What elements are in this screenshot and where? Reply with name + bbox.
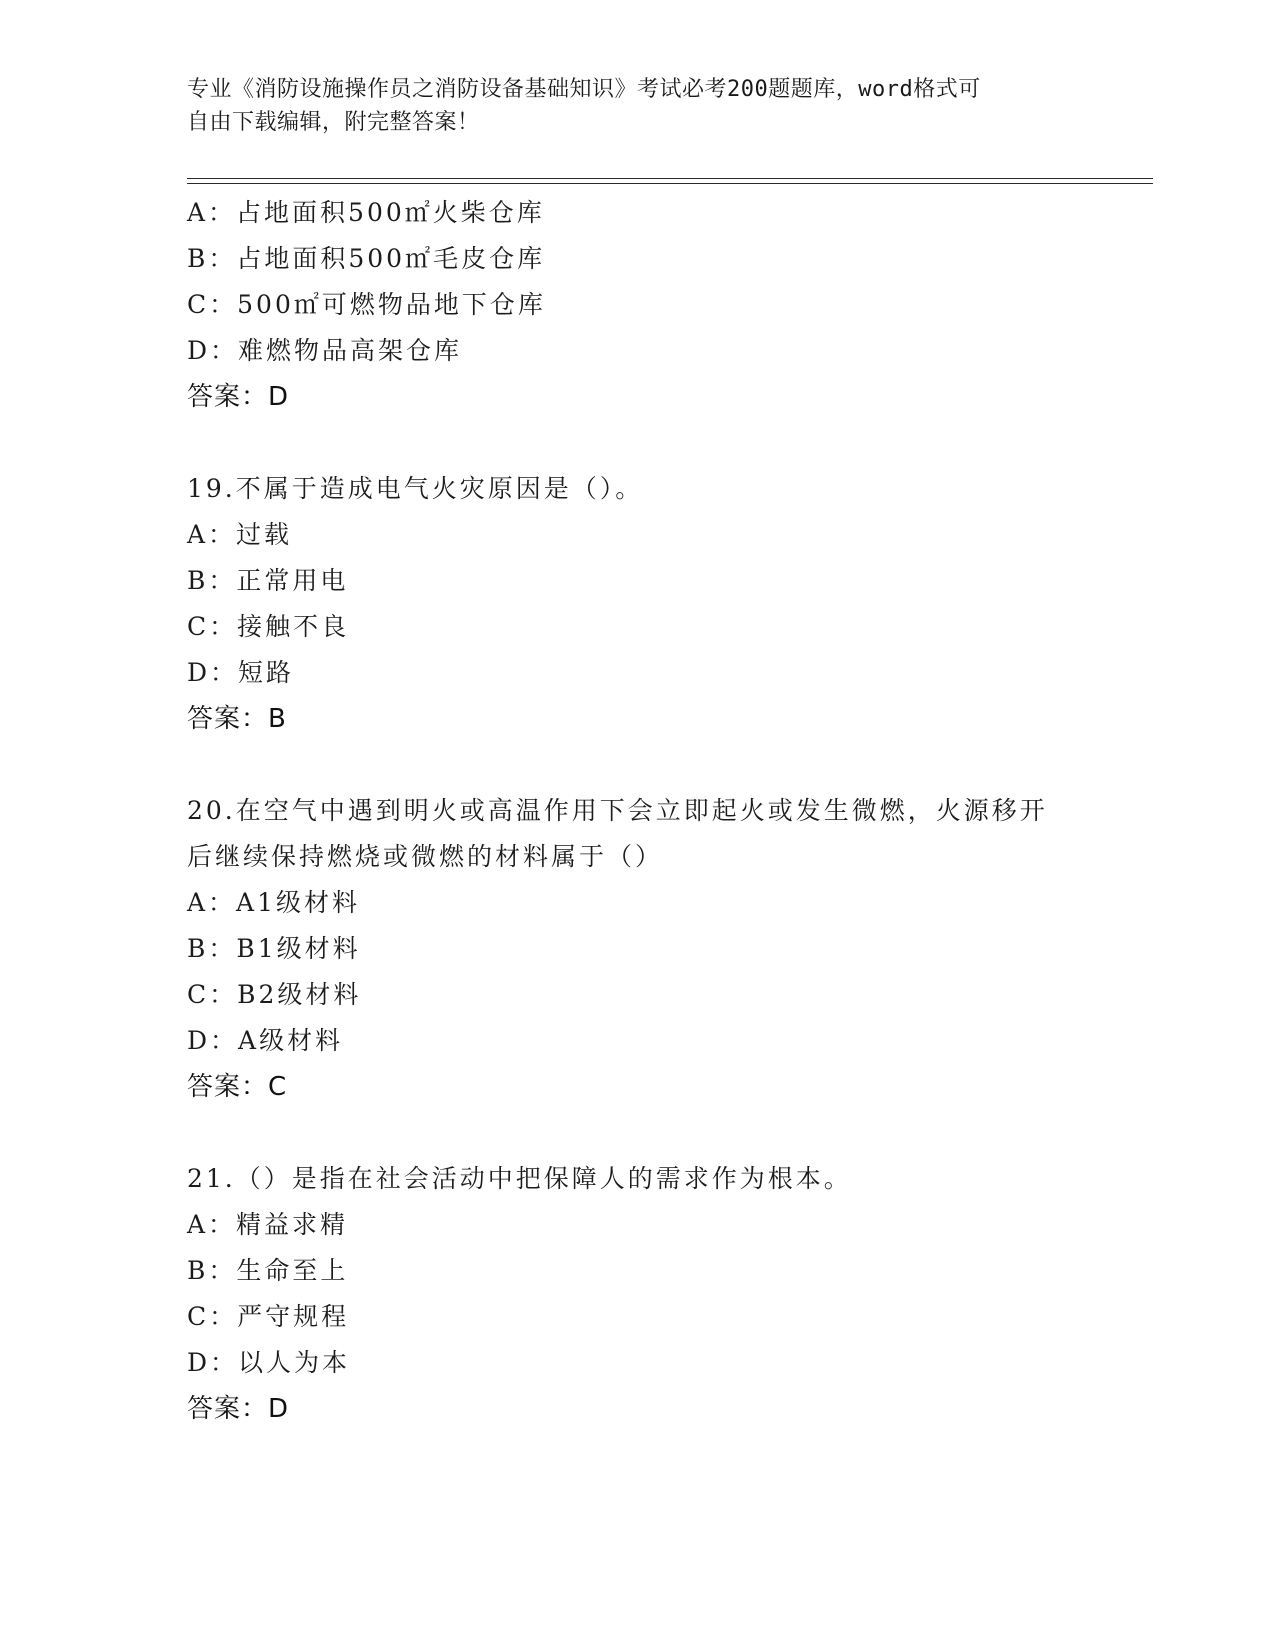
option-a: A：A1级材料 xyxy=(187,888,361,917)
spacer xyxy=(187,420,1087,466)
answer-line: 答案：B xyxy=(187,704,287,734)
option-c: C：B2级材料 xyxy=(187,980,362,1009)
question-stem: 21.（）是指在社会活动中把保障人的需求作为根本。 xyxy=(187,1164,852,1193)
header-divider-top xyxy=(187,178,1153,179)
spacer xyxy=(187,742,1087,788)
answer-line: 答案：C xyxy=(187,1072,288,1102)
option-d: D：难燃物品高架仓库 xyxy=(187,336,463,365)
header-line-2: 自由下载编辑，附完整答案！ xyxy=(187,110,480,135)
option-a: A：精益求精 xyxy=(187,1210,349,1239)
option-d: D：以人为本 xyxy=(187,1348,351,1377)
header-line-1: 专业《消防设施操作员之消防设备基础知识》考试必考200题题库，word格式可 xyxy=(187,77,981,102)
option-a: A：过载 xyxy=(187,520,293,549)
question-stem: 19.不属于造成电气火灾原因是（）。 xyxy=(187,474,644,503)
question-stem-continued: 后继续保持燃烧或微燃的材料属于（） xyxy=(187,842,664,871)
question-stem: 20.在空气中遇到明火或高温作用下会立即起火或发生微燃，火源移开 xyxy=(187,796,1048,825)
option-b: B：占地面积500㎡毛皮仓库 xyxy=(187,244,546,273)
question-18-continued xyxy=(187,190,1087,420)
option-d: D：短路 xyxy=(187,658,295,687)
question-19 xyxy=(187,466,1087,742)
option-b: B：B1级材料 xyxy=(187,934,361,963)
option-d: D：A级材料 xyxy=(187,1026,344,1055)
question-21 xyxy=(187,1156,1087,1432)
question-list xyxy=(187,190,1087,1432)
option-b: B：生命至上 xyxy=(187,1256,349,1285)
header-divider-bottom xyxy=(187,183,1153,184)
option-c: C：500㎡可燃物品地下仓库 xyxy=(187,290,546,319)
document-header xyxy=(187,73,1067,139)
spacer xyxy=(187,1110,1087,1156)
option-b: B：正常用电 xyxy=(187,566,349,595)
answer-line: 答案：D xyxy=(187,1394,290,1424)
answer-line: 答案：D xyxy=(187,382,290,412)
option-a: A：占地面积500㎡火柴仓库 xyxy=(187,198,545,227)
option-c: C：接触不良 xyxy=(187,612,350,641)
question-20 xyxy=(187,788,1087,1110)
option-c: C：严守规程 xyxy=(187,1302,350,1331)
